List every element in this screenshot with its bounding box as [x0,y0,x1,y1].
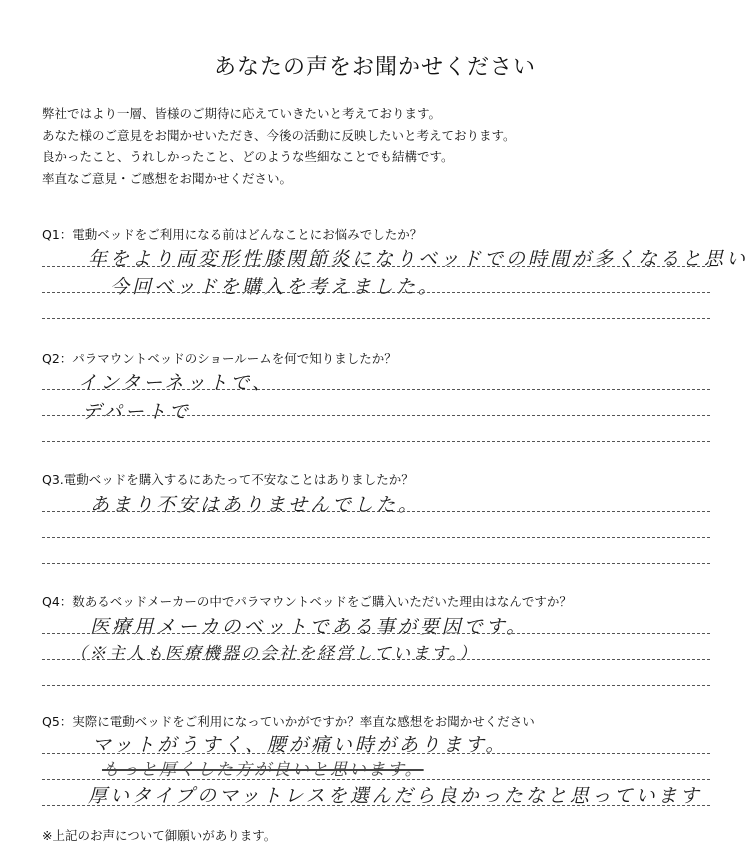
answer-rule [42,389,710,390]
intro-line: あなた様のご意見をお聞かせいただき、今後の活動に反映したいと考えております。 [42,127,516,143]
question-1-answer-line-1: 年をより両変形性膝関節炎になりベッドでの時間が多くなると思い [88,248,749,270]
question-4-answer-line-1: 医療用メーカのベットである事が要因です。 [90,616,529,638]
footer-note: ※上記のお声について御願いがあります。 [42,828,277,843]
question-2-answer-line-1: インターネットで、 [78,372,274,394]
question-5-label: Q5：実際に電動ベッドをご利用になっていかがですか？率直な感想をお聞かせください [42,714,535,729]
intro-line: 良かったこと、うれしかったこと、どのような些細なことでも結構です。 [42,149,454,164]
intro-line: 率直なご意見・ご感想をお聞かせください。 [42,170,293,186]
answer-rule [42,415,710,416]
question-1-answer-line-2: 今回ベッドを購入を考えました。 [110,276,441,298]
answer-rule [42,563,710,564]
answer-rule [42,753,710,754]
answer-rule [42,266,710,267]
question-5-answer-line-1: マットがうすく、腰が痛い時があります。 [92,734,508,756]
question-2-label: Q2：パラマウントベッドのショールームを何で知りましたか？ [42,351,397,366]
answer-rule [42,805,710,806]
question-3-label: Q3.電動ベッドを購入するにあたって不安なことはありましたか？ [42,472,414,487]
intro-line: 弊社ではより一層、皆様のご期待に応えていきたいと考えております。 [42,106,442,121]
answer-rule [42,659,710,660]
answer-rule [42,537,710,538]
question-4-answer-line-2: （※主人も医療機器の会社を経営しています。） [70,644,479,664]
answer-rule [42,685,710,686]
question-1-label: Q1：電動ベッドをご利用になる前はどんなことにお悩みでしたか？ [42,227,423,242]
answer-rule [42,292,710,293]
question-5-answer-line-3: 厚いタイプのマットレスを選んだら良かったなと思っています [88,785,702,807]
answer-rule [42,318,710,319]
answer-rule [42,779,710,780]
answer-rule [42,511,710,512]
question-2-answer-line-2: デパートで [82,401,191,423]
answer-rule [42,441,710,442]
page-title: あなたの声をお聞かせください [213,55,536,80]
question-3-answer-line-1: あまり不安はありませんでした。 [90,494,421,516]
question-4-label: Q4：数あるベッドメーカーの中でパラマウントベッドをご購入いただいた理由はなんですか？ [42,594,572,609]
answer-rule [42,633,710,634]
question-5-answer-line-2-struck: もっと厚くした方が良いと思います。 [102,760,424,780]
intro-text [42,103,516,189]
